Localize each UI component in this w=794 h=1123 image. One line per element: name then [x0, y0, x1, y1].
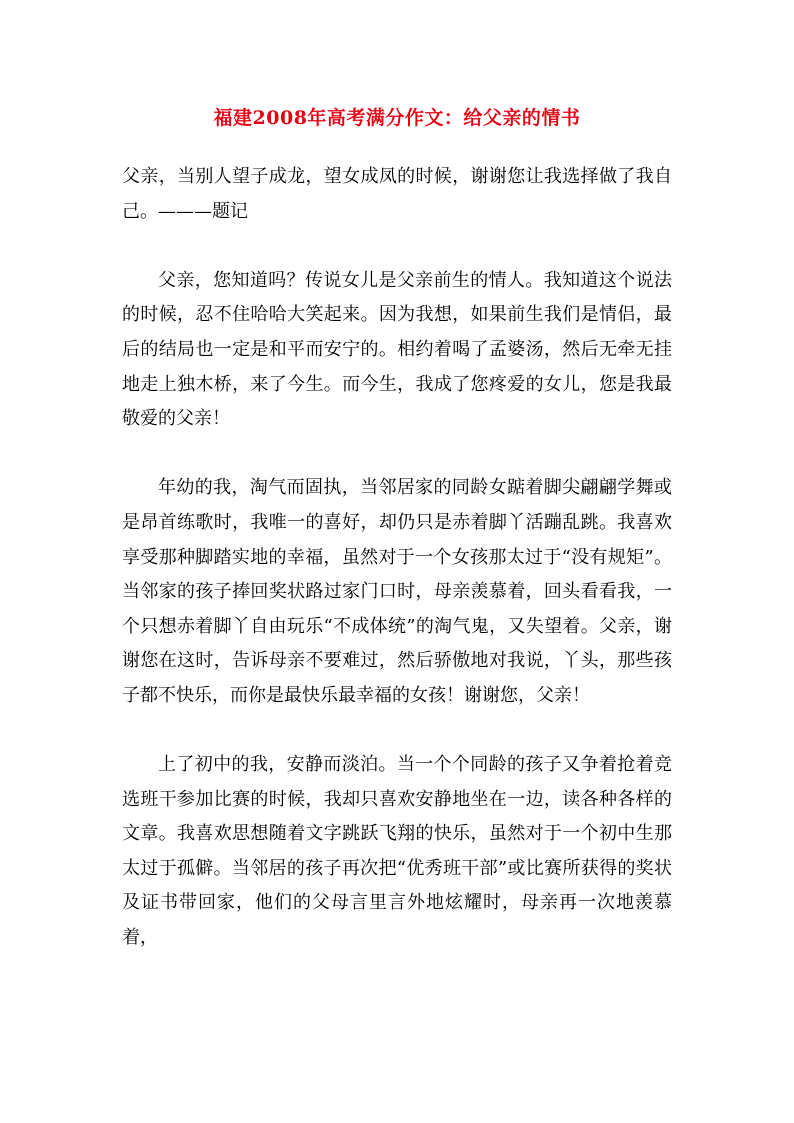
paragraph: 上了初中的我，安静而淡泊。当一个个同龄的孩子又争着抢着竞选班干参加比赛的时候，我却只喜欢安静地坐在一边，读各种各样的文章。我喜欢思想随着文字跳跃飞翔的快乐，虽然对于一个初中生那太过于孤僻。当邻居的孩子再次把“优秀班干部”或比赛所获得的奖状及证书带回家，他们的父母言里言外地炫耀时，母亲再一次地羡慕着， — [122, 754, 672, 949]
document-title: 福建2008年高考满分作文：给父亲的情书 — [213, 107, 581, 129]
document-body — [122, 160, 672, 956]
paragraph-epigraph: 父亲，当别人望子成龙，望女成凤的时候，谢谢您让我选择做了我自己。———题记 — [122, 166, 672, 222]
paragraph: 年幼的我，淘气而固执，当邻居家的同龄女踮着脚尖翩翩学舞或是昂首练歌时，我唯一的喜好，却仍只是赤着脚丫活蹦乱跳。我喜欢享受那种脚踏实地的幸福，虽然对于一个女孩那太过于“没有规矩”。当邻家的孩子捧回奖状路过家门口时，母亲羡慕着，回头看看我，一个只想赤着脚丫自由玩乐“不成体统”的淘气鬼，又失望着。父亲，谢谢您在这时，告诉母亲不要难过，然后骄傲地对我说，丫头，那些孩子都不快乐，而你是最快乐最幸福的女孩！谢谢您，父亲！ — [122, 477, 672, 706]
paragraph: 父亲，您知道吗？传说女儿是父亲前生的情人。我知道这个说法的时候，忍不住哈哈大笑起来。因为我想，如果前生我们是情侣，最后的结局也一定是和平而安宁的。相约着喝了孟婆汤，然后无牵无挂地走上独木桥，来了今生。而今生，我成了您疼爱的女儿，您是我最敬爱的父亲！ — [122, 269, 672, 430]
